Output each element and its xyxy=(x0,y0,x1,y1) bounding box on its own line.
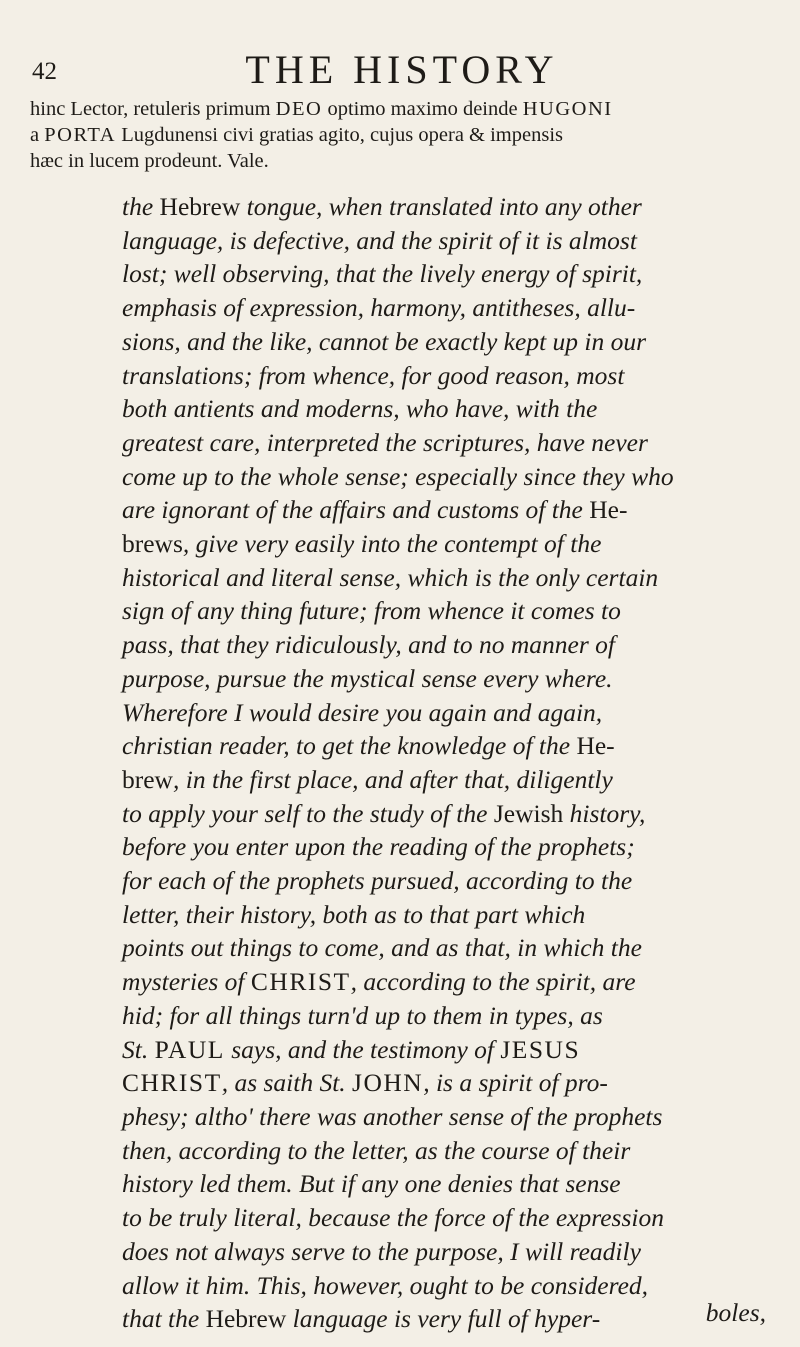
text-line: then, according to the letter, as the course of their xyxy=(122,1135,631,1165)
latin-paragraph xyxy=(30,96,770,174)
text-line: points out things to come, and as that, in which the xyxy=(122,933,642,963)
text-line: christian reader, to get the knowledge of the He- xyxy=(122,731,615,761)
text-line: that the Hebrew language is very full of hyper- xyxy=(122,1304,601,1334)
text-line: greatest care, interpreted the scriptures, have never xyxy=(122,427,648,457)
text-line: St. PAUL says, and the testimony of JESUS xyxy=(122,1034,581,1064)
body-text xyxy=(122,190,772,1336)
page-header xyxy=(32,47,772,94)
text-line: to be truly literal, because the force of the expression xyxy=(122,1203,664,1233)
text-line: before you enter upon the reading of the prophets; xyxy=(122,832,635,862)
text-line: CHRIST, as saith St. JOHN, is a spirit of pro- xyxy=(122,1068,608,1098)
text-line: pass, that they ridiculously, and to no manner of xyxy=(122,630,615,660)
text-line: the Hebrew tongue, when translated into any other xyxy=(122,192,642,221)
text-line: are ignorant of the affairs and customs of the He- xyxy=(122,495,628,525)
latin-line: a PORTA Lugdunensi civi gratias agito, cujus opera & impensis xyxy=(30,124,564,146)
text-line: phesy; altho' there was another sense of the prophets xyxy=(122,1101,663,1131)
text-line: purpose, pursue the mystical sense every where. xyxy=(122,663,613,693)
text-line: allow it him. This, however, ought to be considered, xyxy=(122,1270,649,1300)
text-line: brew, in the first place, and after that, diligently xyxy=(122,764,613,794)
page-number: 42 xyxy=(32,58,57,85)
running-title: THE HISTORY xyxy=(245,47,559,92)
latin-line: hæc in lucem prodeunt. Vale. xyxy=(30,150,269,172)
catchword: boles, xyxy=(705,1298,766,1327)
text-line: translations; from whence, for good reason, most xyxy=(122,360,625,390)
text-line: hid; for all things turn'd up to them in types, as xyxy=(122,1000,603,1030)
text-line: sions, and the like, cannot be exactly kept up in our xyxy=(122,326,647,356)
text-line: mysteries of CHRIST, according to the spirit, are xyxy=(122,967,636,997)
text-line: language, is defective, and the spirit of it is almost xyxy=(122,225,637,255)
text-line: brews, give very easily into the contempt of the xyxy=(122,529,602,559)
text-line: does not always serve to the purpose, I will readily xyxy=(122,1236,641,1266)
text-line: letter, their history, both as to that part which xyxy=(122,899,586,929)
text-line: emphasis of expression, harmony, antitheses, allu- xyxy=(122,293,636,323)
text-line: come up to the whole sense; especially since they who xyxy=(122,461,674,491)
text-line: lost; well observing, that the lively energy of spirit, xyxy=(122,259,643,289)
text-line: historical and literal sense, which is the only certain xyxy=(122,562,659,592)
text-line: Wherefore I would desire you again and again, xyxy=(122,697,603,727)
text-line: for each of the prophets pursued, according to the xyxy=(122,866,633,896)
text-line: sign of any thing future; from whence it comes to xyxy=(122,596,621,626)
text-line: history led them. But if any one denies that sense xyxy=(122,1169,621,1199)
text-line: to apply your self to the study of the Jewish history, xyxy=(122,798,646,828)
latin-line: hinc Lector, retuleris primum DEO optimo maximo deinde HUGONI xyxy=(30,98,613,120)
text-line: both antients and moderns, who have, with the xyxy=(122,394,598,424)
